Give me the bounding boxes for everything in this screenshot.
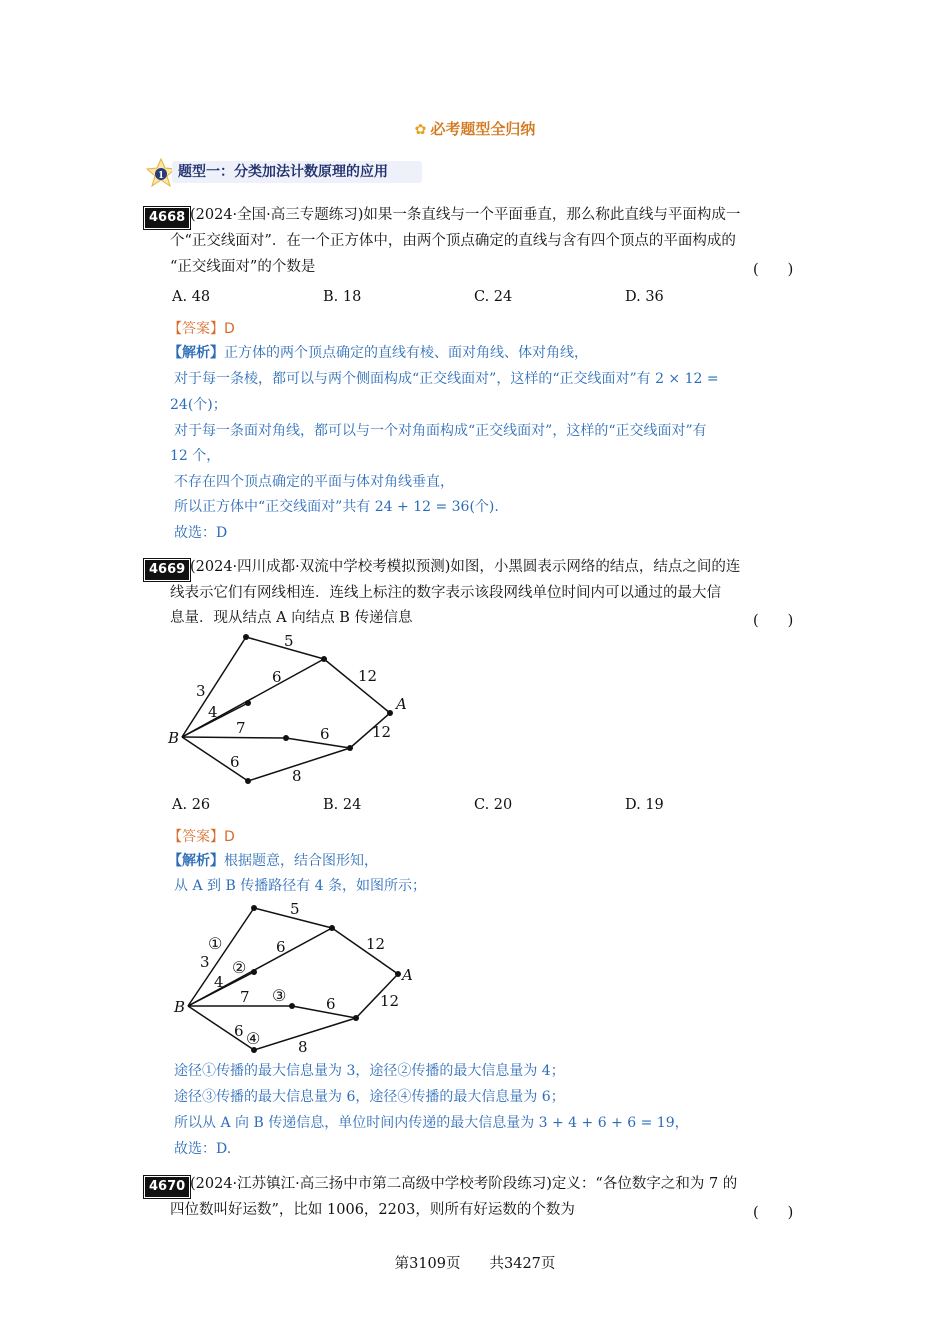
node-a-label: A <box>402 966 413 984</box>
analysis-text: 正方体的两个顶点确定的直线有棱、面对角线、体对角线， <box>224 345 588 361</box>
question-4668-line-1: (2024·全国·高三专题练习)如果一条直线与一个平面垂直，那么称此直线与平面构成一 <box>190 207 741 223</box>
q4669-answer <box>168 826 235 846</box>
edge-label: 3 <box>200 953 210 971</box>
question-4669-number <box>145 558 189 580</box>
question-number-badge: 4669 <box>145 560 189 580</box>
node <box>329 925 335 931</box>
question-4670-line-2: 四位数叫好运数”，比如 1006，2203，则所有好运数的个数为 <box>170 1202 575 1218</box>
answer-label: 【答案】 <box>168 321 224 337</box>
node <box>243 634 249 640</box>
path-mark-4: ④ <box>246 1029 261 1048</box>
q4669-option-d: D. 19 <box>625 797 664 813</box>
question-4669-line-2: 线表示它们有网线相连．连线上标注的数字表示该段网线单位时间内可以通过的最大信 <box>170 585 721 601</box>
q4668-analysis-line: 不存在四个顶点确定的平面与体对角线垂直， <box>174 474 454 490</box>
node <box>289 1003 295 1009</box>
question-4668-number <box>145 206 189 228</box>
q4668-option-b: B. 18 <box>323 289 362 305</box>
q4669-analysis-line: 故选：D. <box>174 1141 232 1157</box>
question-4668-answer-blank: ( ) <box>753 262 794 278</box>
edge-label: 6 <box>320 725 330 743</box>
question-number-badge: 4670 <box>145 1177 189 1197</box>
network-diagram <box>160 625 420 790</box>
node-b-label: B <box>168 729 180 747</box>
page-footer: 第3109页 共3427页 <box>394 1256 556 1272</box>
q4669-analysis-line: 从 A 到 B 传播路径有 4 条，如图所示； <box>174 878 427 894</box>
q4669-analysis-line: 途径①传播的最大信息量为 3，途径②传播的最大信息量为 4； <box>174 1063 565 1079</box>
edge-label: 5 <box>290 900 300 918</box>
question-4670-answer-blank: ( ) <box>753 1205 794 1221</box>
node-b-label: B <box>174 998 186 1016</box>
path-mark-1: ① <box>208 934 223 953</box>
edge-b-center <box>182 737 286 738</box>
edge-upper-a <box>324 659 390 713</box>
q4668-option-c: C. 24 <box>474 289 513 305</box>
q4668-analysis-first <box>168 344 588 362</box>
edge-label: 7 <box>236 719 246 737</box>
node <box>283 735 289 741</box>
question-4670-line-1: (2024·江苏镇江·高三扬中市第二高级中学校考阶段练习)定义：“各位数字之和为 7 的 <box>190 1176 738 1192</box>
q4668-analysis-line: 故选：D <box>174 525 228 541</box>
analysis-label: 【解析】 <box>168 853 224 869</box>
node <box>353 1015 359 1021</box>
question-4668-line-2: 个“正交线面对”．在一个正方体中，由两个顶点确定的直线与含有四个顶点的平面构成的 <box>170 233 736 249</box>
path-mark-3: ③ <box>272 986 287 1005</box>
answer-label: 【答案】 <box>168 829 224 845</box>
q4668-answer <box>168 318 235 338</box>
analysis-label: 【解析】 <box>168 345 224 361</box>
edge-label: 8 <box>298 1038 308 1056</box>
q4668-option-a: A. 48 <box>172 289 211 305</box>
q4668-analysis-line: 对于每一条面对角线，都可以与一个对角面构成“正交线面对”，这样的“正交线面对”有 <box>174 423 707 439</box>
q4668-analysis-line: 12 个， <box>170 448 221 464</box>
edge-label: 6 <box>276 938 286 956</box>
edge-label: 8 <box>292 767 302 785</box>
node <box>251 969 257 975</box>
q4668-analysis-line: 所以正方体中“正交线面对”共有 24 + 12 = 36(个). <box>174 499 499 515</box>
edge-label: 12 <box>366 935 386 953</box>
edge-label: 6 <box>230 753 240 771</box>
edge-label: 6 <box>234 1022 244 1040</box>
edge-label: 12 <box>358 667 378 685</box>
edge-center-lower <box>292 1006 356 1018</box>
edge-label: 12 <box>372 723 392 741</box>
question-4669-answer-blank: ( ) <box>753 613 794 629</box>
type-heading <box>146 158 424 186</box>
edge-label: 6 <box>272 668 282 686</box>
q4668-analysis-line: 24(个)； <box>170 397 227 413</box>
edge-center-lower <box>286 738 350 748</box>
q4669-analysis-line: 所以从 A 向 B 传递信息，单位时间内传递的最大信息量为 3 + 4 + 6 + 6 = 19， <box>174 1115 689 1131</box>
type-heading-title: 题型一：分类加法计数原理的应用 <box>172 161 422 183</box>
section-title <box>0 118 950 139</box>
node-a-label: A <box>396 695 407 713</box>
path-mark-2: ② <box>232 958 247 977</box>
answer-value: D <box>224 321 235 337</box>
q4669-analysis-line: 途径③传播的最大信息量为 6，途径④传播的最大信息量为 6； <box>174 1089 565 1105</box>
edge-label: 7 <box>240 988 250 1006</box>
edge-upper-a <box>332 928 398 974</box>
flower-icon: ✿ <box>414 122 427 138</box>
question-4670-number <box>145 1175 189 1197</box>
analysis-text: 根据题意，结合图形知， <box>224 853 378 869</box>
q4669-analysis-first <box>168 852 378 870</box>
node-a <box>387 710 393 716</box>
q4668-analysis-line: 对于每一条棱，都可以与两个侧面构成“正交线面对”，这样的“正交线面对”有 2 × 12 = <box>174 371 719 387</box>
edge-label: 12 <box>380 992 400 1010</box>
q4668-option-d: D. 36 <box>625 289 664 305</box>
q4669-option-b: B. 24 <box>323 797 362 813</box>
node <box>245 778 251 784</box>
question-4669-line-3: 息量．现从结点 A 向结点 B 传递信息 <box>170 610 413 626</box>
edge-label: 4 <box>208 703 218 721</box>
node <box>245 700 251 706</box>
network-diagram-annotated <box>168 898 428 1058</box>
edge-label: 4 <box>214 973 224 991</box>
type-number: 1 <box>157 171 165 181</box>
question-number-badge: 4668 <box>145 208 189 228</box>
node <box>347 745 353 751</box>
node <box>321 656 327 662</box>
q4669-option-a: A. 26 <box>172 797 211 813</box>
section-title-text: 必考题型全归纳 <box>430 120 536 138</box>
edge-label: 5 <box>284 632 294 650</box>
question-4669-line-1: (2024·四川成都·双流中学校考模拟预测)如图，小黑圆表示网络的结点，结点之间的连 <box>190 559 741 575</box>
node <box>251 905 257 911</box>
node-a <box>395 971 401 977</box>
edge-b-bottom <box>188 1006 254 1050</box>
edge-label: 6 <box>326 995 336 1013</box>
q4669-option-c: C. 20 <box>474 797 513 813</box>
answer-value: D <box>224 829 235 845</box>
edge-label: 3 <box>196 682 206 700</box>
question-4668-line-3: “正交线面对”的个数是 <box>170 259 316 275</box>
